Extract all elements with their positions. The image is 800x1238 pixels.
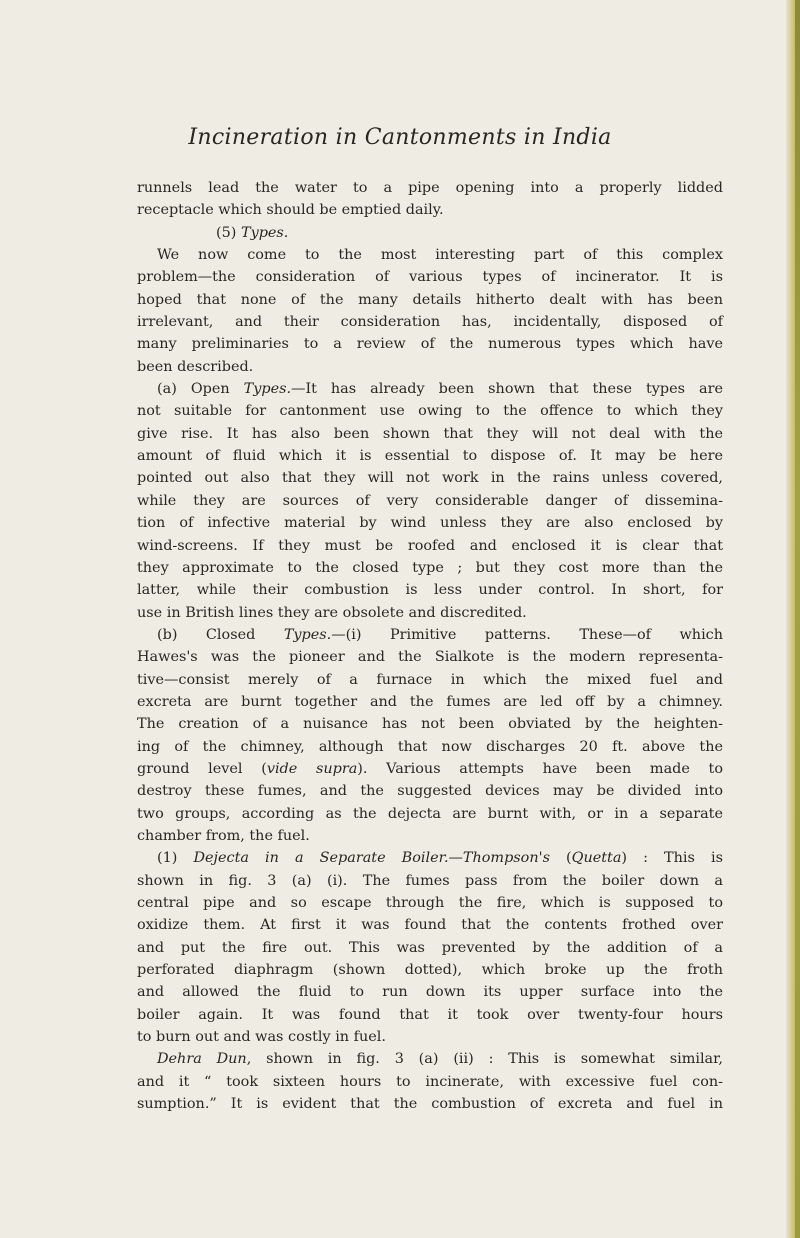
text-line: receptacle which should be emptied daily. <box>137 202 444 219</box>
text-line: chamber from, the fuel. <box>137 827 310 844</box>
body-text <box>137 177 723 1115</box>
text-line: runnels lead the water to a pipe opening into a properly lidded <box>137 180 723 196</box>
text-line: ing of the chimney, although that now discharges 20 ft. above the <box>137 738 723 755</box>
text-line: perforated diaphragm (shown dotted), which broke up the froth <box>137 962 723 979</box>
text-line: tion of infective material by wind unless they are also enclosed by <box>137 515 723 532</box>
text-line: (a) Open Types.—It has already been shown that these types are <box>157 381 723 398</box>
text-line: tive—consist merely of a furnace in which the mixed fuel and <box>137 671 723 688</box>
text-line: and it “ took sixteen hours to incinerate, with excessive fuel con- <box>137 1073 723 1090</box>
text-line: they approximate to the closed type ; but they cost more than the <box>137 559 723 576</box>
text-line: irrelevant, and their consideration has, incidentally, disposed of <box>137 314 723 331</box>
text-line: We now come to the most interesting part of this complex <box>157 247 723 264</box>
text-line: Dehra Dun, shown in fig. 3 (a) (ii) : This is somewhat similar, <box>157 1051 723 1068</box>
text-line: oxidize them. At first it was found that the contents frothed over <box>137 917 723 934</box>
text-line: give rise. It has also been shown that they will not deal with the <box>137 425 723 442</box>
text-line: and allowed the fluid to run down its upper surface into the <box>137 984 723 1001</box>
text-line: amount of fluid which it is essential to dispose of. It may be here <box>137 448 723 465</box>
text-line: ground level (vide supra). Various attempts have been made to <box>137 760 724 777</box>
text-line: many preliminaries to a review of the numerous types which have <box>137 336 723 353</box>
text-line: problem—the consideration of various types of incinerator. It is <box>137 269 723 286</box>
text-line: central pipe and so escape through the fire, which is supposed to <box>137 895 723 911</box>
text-line: boiler again. It was found that it took over twenty-four hours <box>137 1006 723 1023</box>
text-line: and put the fire out. This was prevented by the addition of a <box>137 939 723 956</box>
text-line: (b) Closed Types.—(i) Primitive patterns. These—of which <box>157 626 723 643</box>
text-line: Hawes's was the pioneer and the Sialkote is the modern representa- <box>137 649 723 666</box>
text-line: wind-screens. If they must be roofed and enclosed it is clear that <box>137 537 723 554</box>
section-heading: (5) Types. <box>216 224 289 241</box>
text-line: while they are sources of very considerable danger of dissemina- <box>137 492 723 509</box>
text-line: shown in fig. 3 (a) (i). The fumes pass from the boiler down a <box>137 872 723 889</box>
text-line: excreta are burnt together and the fumes are led off by a chimney. <box>137 693 723 710</box>
page-edge-shadow <box>795 0 800 1238</box>
text-line: hoped that none of the many details hitherto dealt with has been <box>137 291 723 308</box>
text-line: been described. <box>137 358 254 375</box>
text-line: destroy these fumes, and the suggested devices may be divided into <box>137 783 723 800</box>
text-line: sumption.” It is evident that the combustion of excreta and fuel in <box>137 1096 723 1113</box>
text-line: pointed out also that they will not work in the rains unless covered, <box>137 470 723 487</box>
text-line: use in British lines they are obsolete and discredited. <box>137 604 527 621</box>
text-line: to burn out and was costly in fuel. <box>137 1029 386 1046</box>
running-title: Incineration in Cantonments in India <box>188 125 612 150</box>
text-line: latter, while their combustion is less under control. In short, for <box>137 582 723 599</box>
text-line: The creation of a nuisance has not been obviated by the heighten- <box>137 716 723 733</box>
text-line: (1) Dejecta in a Separate Boiler.—Thompson's (Quetta) : This is <box>157 850 723 867</box>
text-line: not suitable for cantonment use owing to the offence to which they <box>137 403 723 420</box>
text-line: two groups, according as the dejecta are burnt with, or in a separate <box>137 805 723 822</box>
